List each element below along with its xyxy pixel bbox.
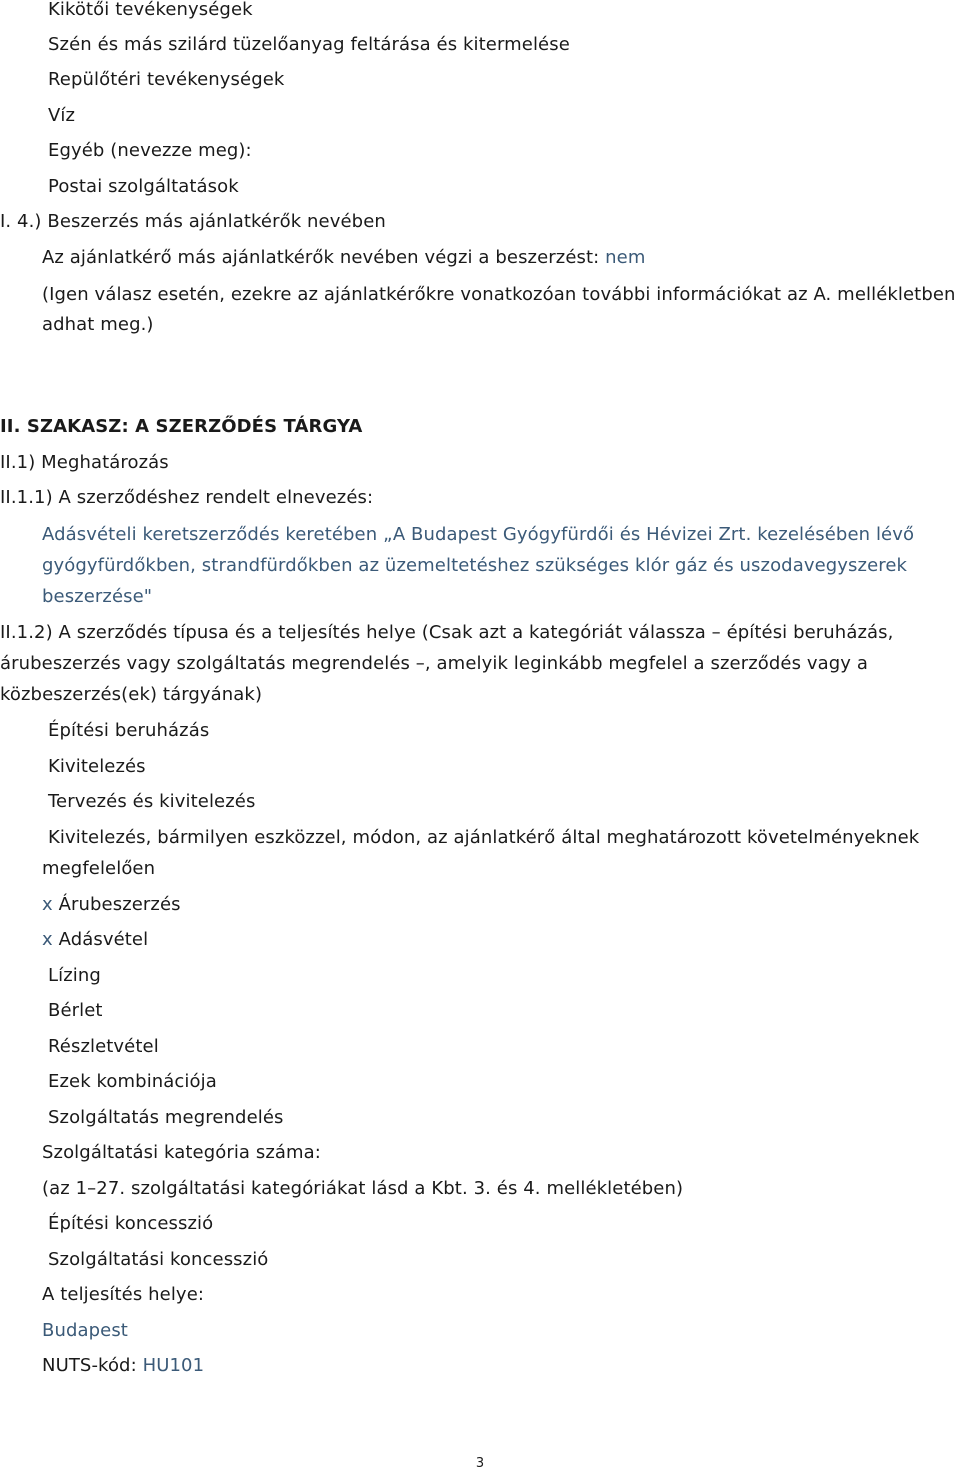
- kategoria-szama: Szolgáltatási kategória száma:: [42, 1142, 321, 1163]
- check-mark-adasvetel: x: [42, 929, 53, 950]
- nuts-label: NUTS-kód:: [42, 1355, 137, 1376]
- page-number: 3: [475, 1456, 485, 1471]
- contract-name-line3: beszerzése": [42, 586, 153, 607]
- check-mark-arubeszerzes: x: [42, 894, 53, 915]
- option-epitesi-koncesszio: Építési koncesszió: [48, 1213, 214, 1234]
- option-kivitelezes-barmilyen-line2: megfelelően: [42, 858, 156, 879]
- activity-egyeb: Egyéb (nevezze meg):: [48, 140, 252, 161]
- activity-repuloteri: Repülőtéri tevékenységek: [48, 69, 285, 90]
- contract-name-line2: gyógyfürdőkben, strandfürdőkben az üzemeltetéshez szükséges klór gáz és uszodavegyszerek: [42, 555, 908, 576]
- option-lizing: Lízing: [48, 965, 101, 986]
- option-tervezes-kivitelezes: Tervezés és kivitelezés: [48, 791, 256, 812]
- ii1-heading: II.1) Meghatározás: [0, 452, 169, 473]
- option-kivitelezes-barmilyen-line1: Kivitelezés, bármilyen eszközzel, módon, az ajánlatkérő által meghatározott követelményeknek: [48, 827, 920, 848]
- option-epitesi-beruhazas: Építési beruházás: [48, 720, 210, 741]
- nuts-value: HU101: [142, 1355, 205, 1376]
- option-arubeszerzes: [42, 895, 181, 915]
- section-ii-heading: II. SZAKASZ: A SZERZŐDÉS TÁRGYA: [0, 416, 363, 437]
- contract-name-line1: Adásvételi keretszerződés keretében „A Budapest Gyógyfürdői és Hévizei Zrt. kezelésében lévő: [42, 524, 915, 545]
- i4-question-label: Az ajánlatkérő más ajánlatkérők nevében végzi a beszerzést:: [42, 247, 600, 268]
- activity-postai: Postai szolgáltatások: [48, 176, 239, 197]
- ii12-line3: közbeszerzés(ek) tárgyának): [0, 684, 263, 705]
- option-adasvetel: [42, 930, 148, 950]
- i4-note-line2: adhat meg.): [42, 314, 154, 335]
- option-arubeszerzes-label: Árubeszerzés: [58, 894, 181, 915]
- ii12-line2: árubeszerzés vagy szolgáltatás megrendelés –, amelyik leginkább megfelel a szerződés vagy a: [0, 653, 868, 674]
- option-szolgaltatasi-koncesszio: Szolgáltatási koncesszió: [48, 1249, 269, 1270]
- nuts-row: [42, 1356, 204, 1376]
- i4-note-line1: (Igen válasz esetén, ezekre az ajánlatkérőkre vonatkozóan további információkat az A. mellékletben: [42, 284, 956, 305]
- activity-viz: Víz: [48, 105, 76, 126]
- option-berlet: Bérlet: [48, 1000, 103, 1021]
- option-reszletvetel: Részletvétel: [48, 1036, 159, 1057]
- activity-kikotoi: Kikötői tevékenységek: [48, 0, 253, 20]
- ii11-heading: II.1.1) A szerződéshez rendelt elnevezés:: [0, 487, 374, 508]
- option-adasvetel-label: Adásvétel: [58, 929, 149, 950]
- i4-answer: nem: [605, 247, 646, 268]
- i4-question: [42, 248, 645, 268]
- option-kivitelezes: Kivitelezés: [48, 756, 146, 777]
- kategoria-note: (az 1–27. szolgáltatási kategóriákat lásd a Kbt. 3. és 4. mellékletében): [42, 1178, 684, 1199]
- i4-heading: I. 4.) Beszerzés más ajánlatkérők nevében: [0, 211, 386, 232]
- option-kombinacio: Ezek kombinációja: [48, 1071, 217, 1092]
- place-value: Budapest: [42, 1320, 128, 1341]
- place-label: A teljesítés helye:: [42, 1284, 205, 1305]
- ii12-line1: II.1.2) A szerződés típusa és a teljesítés helye (Csak azt a kategóriát válassza – építési beruházás,: [0, 622, 894, 643]
- activity-szen: Szén és más szilárd tüzelőanyag feltárása és kitermelése: [48, 34, 570, 55]
- option-szolgaltatas: Szolgáltatás megrendelés: [48, 1107, 284, 1128]
